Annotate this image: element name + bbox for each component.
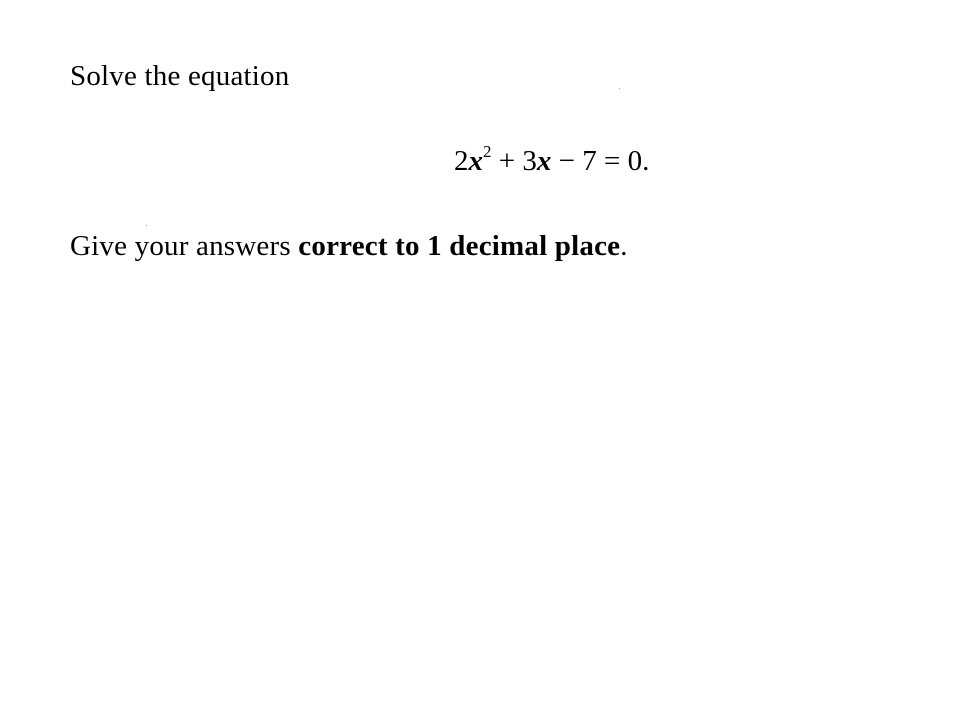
equation-coef-a: 2	[454, 145, 469, 177]
equation-variable-x: x	[468, 145, 483, 177]
scan-speck	[146, 225, 147, 226]
equation-remainder: − 7 = 0.	[551, 145, 650, 177]
equation-exponent: 2	[483, 142, 492, 162]
requirement-emphasis: correct to 1 decimal place	[298, 230, 621, 262]
quadratic-equation	[454, 141, 649, 181]
question-instruction: Solve the equation	[70, 60, 290, 92]
scan-speck	[619, 88, 620, 89]
answer-requirement	[70, 228, 628, 264]
requirement-suffix: .	[620, 230, 628, 262]
equation-coef-b: 3	[522, 145, 537, 177]
requirement-prefix: Give your answers	[70, 230, 299, 262]
equation-plus: +	[491, 145, 523, 177]
equation-variable-x-linear: x	[536, 145, 552, 177]
